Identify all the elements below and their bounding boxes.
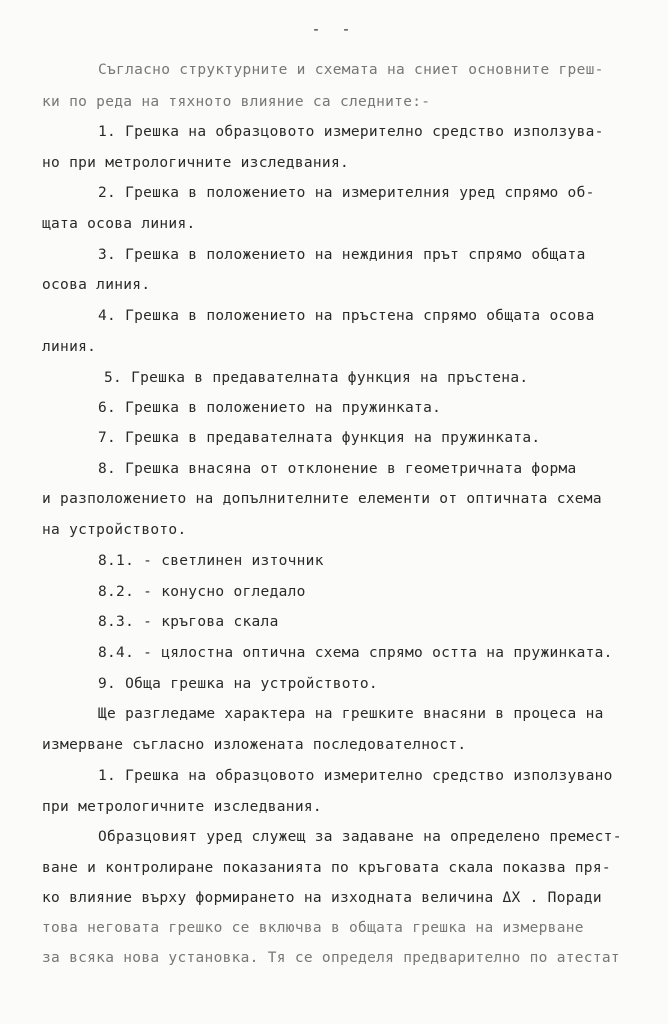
text-line: осова линия. bbox=[42, 277, 151, 293]
text-line: 4. Грешка в положението на пръстена спрямо общата осова bbox=[98, 308, 595, 324]
text-line: Образцовият уред служещ за задаване на определено премест- bbox=[98, 829, 622, 845]
text-line: и разположението на допълнителните елементи от оптичната схема bbox=[42, 491, 602, 507]
text-line: Ще разгледаме характера на грешките внасяни в процеса на bbox=[98, 706, 604, 722]
text-line: измерване съгласно изложената последователност. bbox=[42, 737, 467, 753]
text-line: 8.2. - конусно огледало bbox=[98, 584, 306, 600]
text-line: 2. Грешка в положението на измерителния уред спрямо об- bbox=[98, 185, 595, 201]
text-line: ки по реда на тяхното влияние са следните:- bbox=[42, 94, 431, 110]
text-line: линия. bbox=[42, 339, 97, 355]
text-line: ване и контролиране показанията по кръговата скала показва пря- bbox=[42, 860, 611, 876]
text-line: щата осова линия. bbox=[42, 216, 196, 232]
text-line: 8.1. - светлинен източник bbox=[98, 553, 324, 569]
text-line: 8.4. - цялостна оптична схема спрямо остта на пружинката. bbox=[98, 645, 613, 661]
text-line: Съгласно структурните и схемата на сниет основните греш- bbox=[98, 62, 604, 78]
text-line: 1. Грешка на образцовото измерително средство използува- bbox=[98, 124, 604, 140]
text-line: 9. Обща грешка на устройството. bbox=[98, 676, 378, 692]
text-line: 8.3. - кръгова скала bbox=[98, 614, 279, 630]
text-line: 3. Грешка в положението на неждиния прът спрямо общата bbox=[98, 247, 586, 263]
text-line: ко влияние върху формирането на изходната величина ΔX . Поради bbox=[42, 890, 602, 906]
text-line: за всяка нова установка. Тя се определя предварително по атестат bbox=[42, 950, 620, 966]
page-number-mark: - - bbox=[311, 20, 357, 38]
text-line: 1. Грешка на образцовото измерително средство използувано bbox=[98, 768, 613, 784]
text-line: при метрологичните изследвания. bbox=[42, 799, 322, 815]
text-line: 5. Грешка в предавателната функция на пръстена. bbox=[104, 370, 529, 386]
text-line: 8. Грешка внасяна от отклонение в геометричната форма bbox=[98, 461, 577, 477]
text-line: 6. Грешка в положението на пружинката. bbox=[98, 400, 442, 416]
text-line: 7. Грешка в предавателната функция на пружинката. bbox=[98, 430, 541, 446]
text-line: на устройството. bbox=[42, 522, 187, 538]
text-line: но при метрологичните изследвания. bbox=[42, 155, 350, 171]
text-line: това неговата грешко се включва в общата грешка на измерване bbox=[42, 920, 584, 936]
